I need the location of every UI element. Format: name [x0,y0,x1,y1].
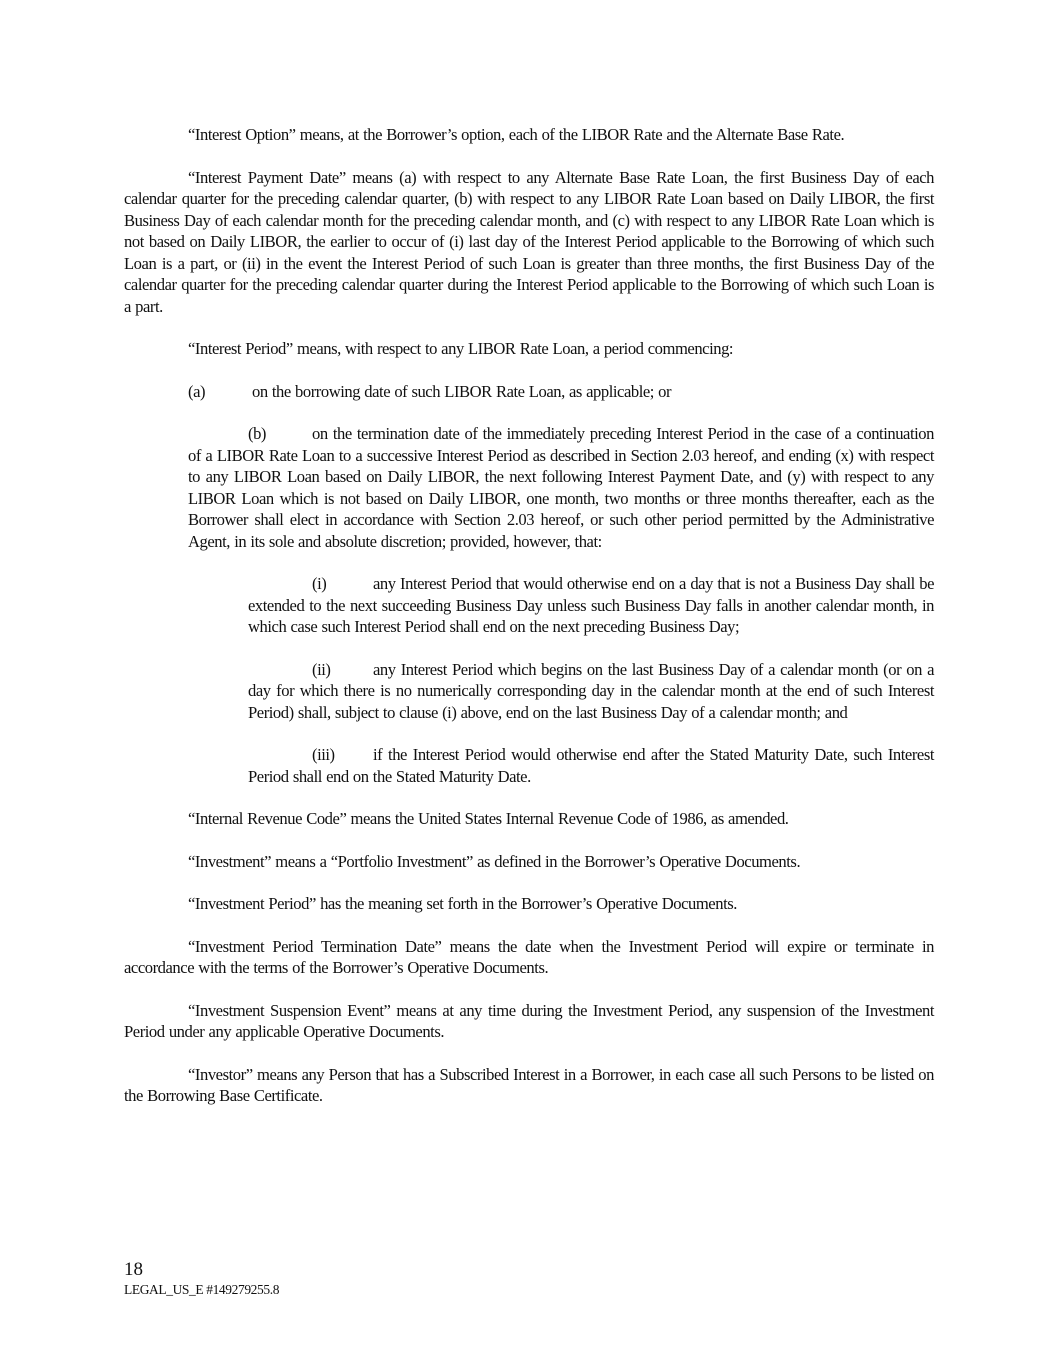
definition-investment-suspension-event: “Investment Suspension Event” means at any time during the Investment Period, any suspension of the Investment Period under any applicable Operative Documents. [124,1000,934,1041]
clause-text: on the borrowing date of such LIBOR Rate Loan, as applicable; or [252,381,672,401]
definition-internal-revenue-code: “Internal Revenue Code” means the United States Internal Revenue Code of 1986, as amended. [188,809,789,828]
definition-interest-option: “Interest Option” means, at the Borrower’s option, each of the LIBOR Rate and the Alternate Base Rate. [188,125,845,144]
clause-b [188,423,934,552]
page-footer [124,1259,279,1299]
definition-investment: “Investment” means a “Portfolio Investment” as defined in the Borrower’s Operative Documents. [188,851,801,871]
clause-a [188,381,934,403]
clause-label: (b) [248,424,266,443]
clause-label: (a) [188,381,206,401]
clause-i [248,573,934,638]
definition-interest-period: “Interest Period” means, with respect to any LIBOR Rate Loan, a period commencing: [188,339,734,358]
clause-label: (ii) [312,659,331,679]
clause-text: any Interest Period which begins on the last Business Day of a calendar month (or on a day for which there is no numerically corresponding day in the calendar month at the end of such Interest Period) shall, subject to clause (i) above, end on the last Business Day of a calendar month; and [248,659,934,722]
clause-text: on the termination date of the immediately preceding Interest Period in the case of a continuation of a LIBOR Rate Loan to a successive Interest Period as described in Section 2.03 hereof, and ending (x) with respect to any LIBOR Loan based on Daily LIBOR, the next following Interest Payment Date, and (y) with respect to any LIBOR Loan which is not based on Daily LIBOR, one month, two months or three months thereafter, each as the Borrower shall elect in accordance with Section 2.03 hereof, or such other period permitted by the Administrative Agent, in its sole and absolute discretion; provided, however, that: [188,424,934,551]
document-id: LEGAL_US_E #149279255.8 [124,1282,280,1297]
clause-iii [248,744,934,787]
clause-label: (iii) [312,745,335,764]
definition-investment-period-termination-date: “Investment Period Termination Date” means the date when the Investment Period will expire or terminate in accordance with the terms of the Borrower’s Operative Documents. [124,936,934,977]
clause-label: (i) [312,574,327,593]
definition-investment-period: “Investment Period” has the meaning set forth in the Borrower’s Operative Documents. [188,894,737,913]
clause-text: any Interest Period that would otherwise end on a day that is not a Business Day shall be extended to the next succeeding Business Day unless such Business Day falls in another calendar month, in which case such Interest Period shall end on the next preceding Business Day; [248,574,934,636]
document-body [124,124,934,1128]
clause-ii [248,659,934,724]
definition-interest-payment-date: “Interest Payment Date” means (a) with respect to any Alternate Base Rate Loan, the first Business Day of each calendar quarter for the preceding calendar quarter, (b) with respect to any LIBOR Rate Loan based on Daily LIBOR, the first Business Day of each calendar month for the preceding calendar month, and (c) with respect to any LIBOR Rate Loan which is not based on Daily LIBOR, the earlier to occur of (i) last day of the Interest Period applicable to the Borrowing of which such Loan is a part, or (ii) in the event the Interest Period of such Loan is greater than three months, the first Business Day of the calendar quarter for the preceding calendar quarter during the Interest Period applicable to the Borrowing of which such Loan is a part. [124,167,934,316]
definition-investor: “Investor” means any Person that has a Subscribed Interest in a Borrower, in each case all such Persons to be listed on the Borrowing Base Certificate. [124,1064,934,1105]
page-number: 18 [124,1259,143,1280]
clause-text: if the Interest Period would otherwise end after the Stated Maturity Date, such Interest Period shall end on the Stated Maturity Date. [248,745,934,786]
